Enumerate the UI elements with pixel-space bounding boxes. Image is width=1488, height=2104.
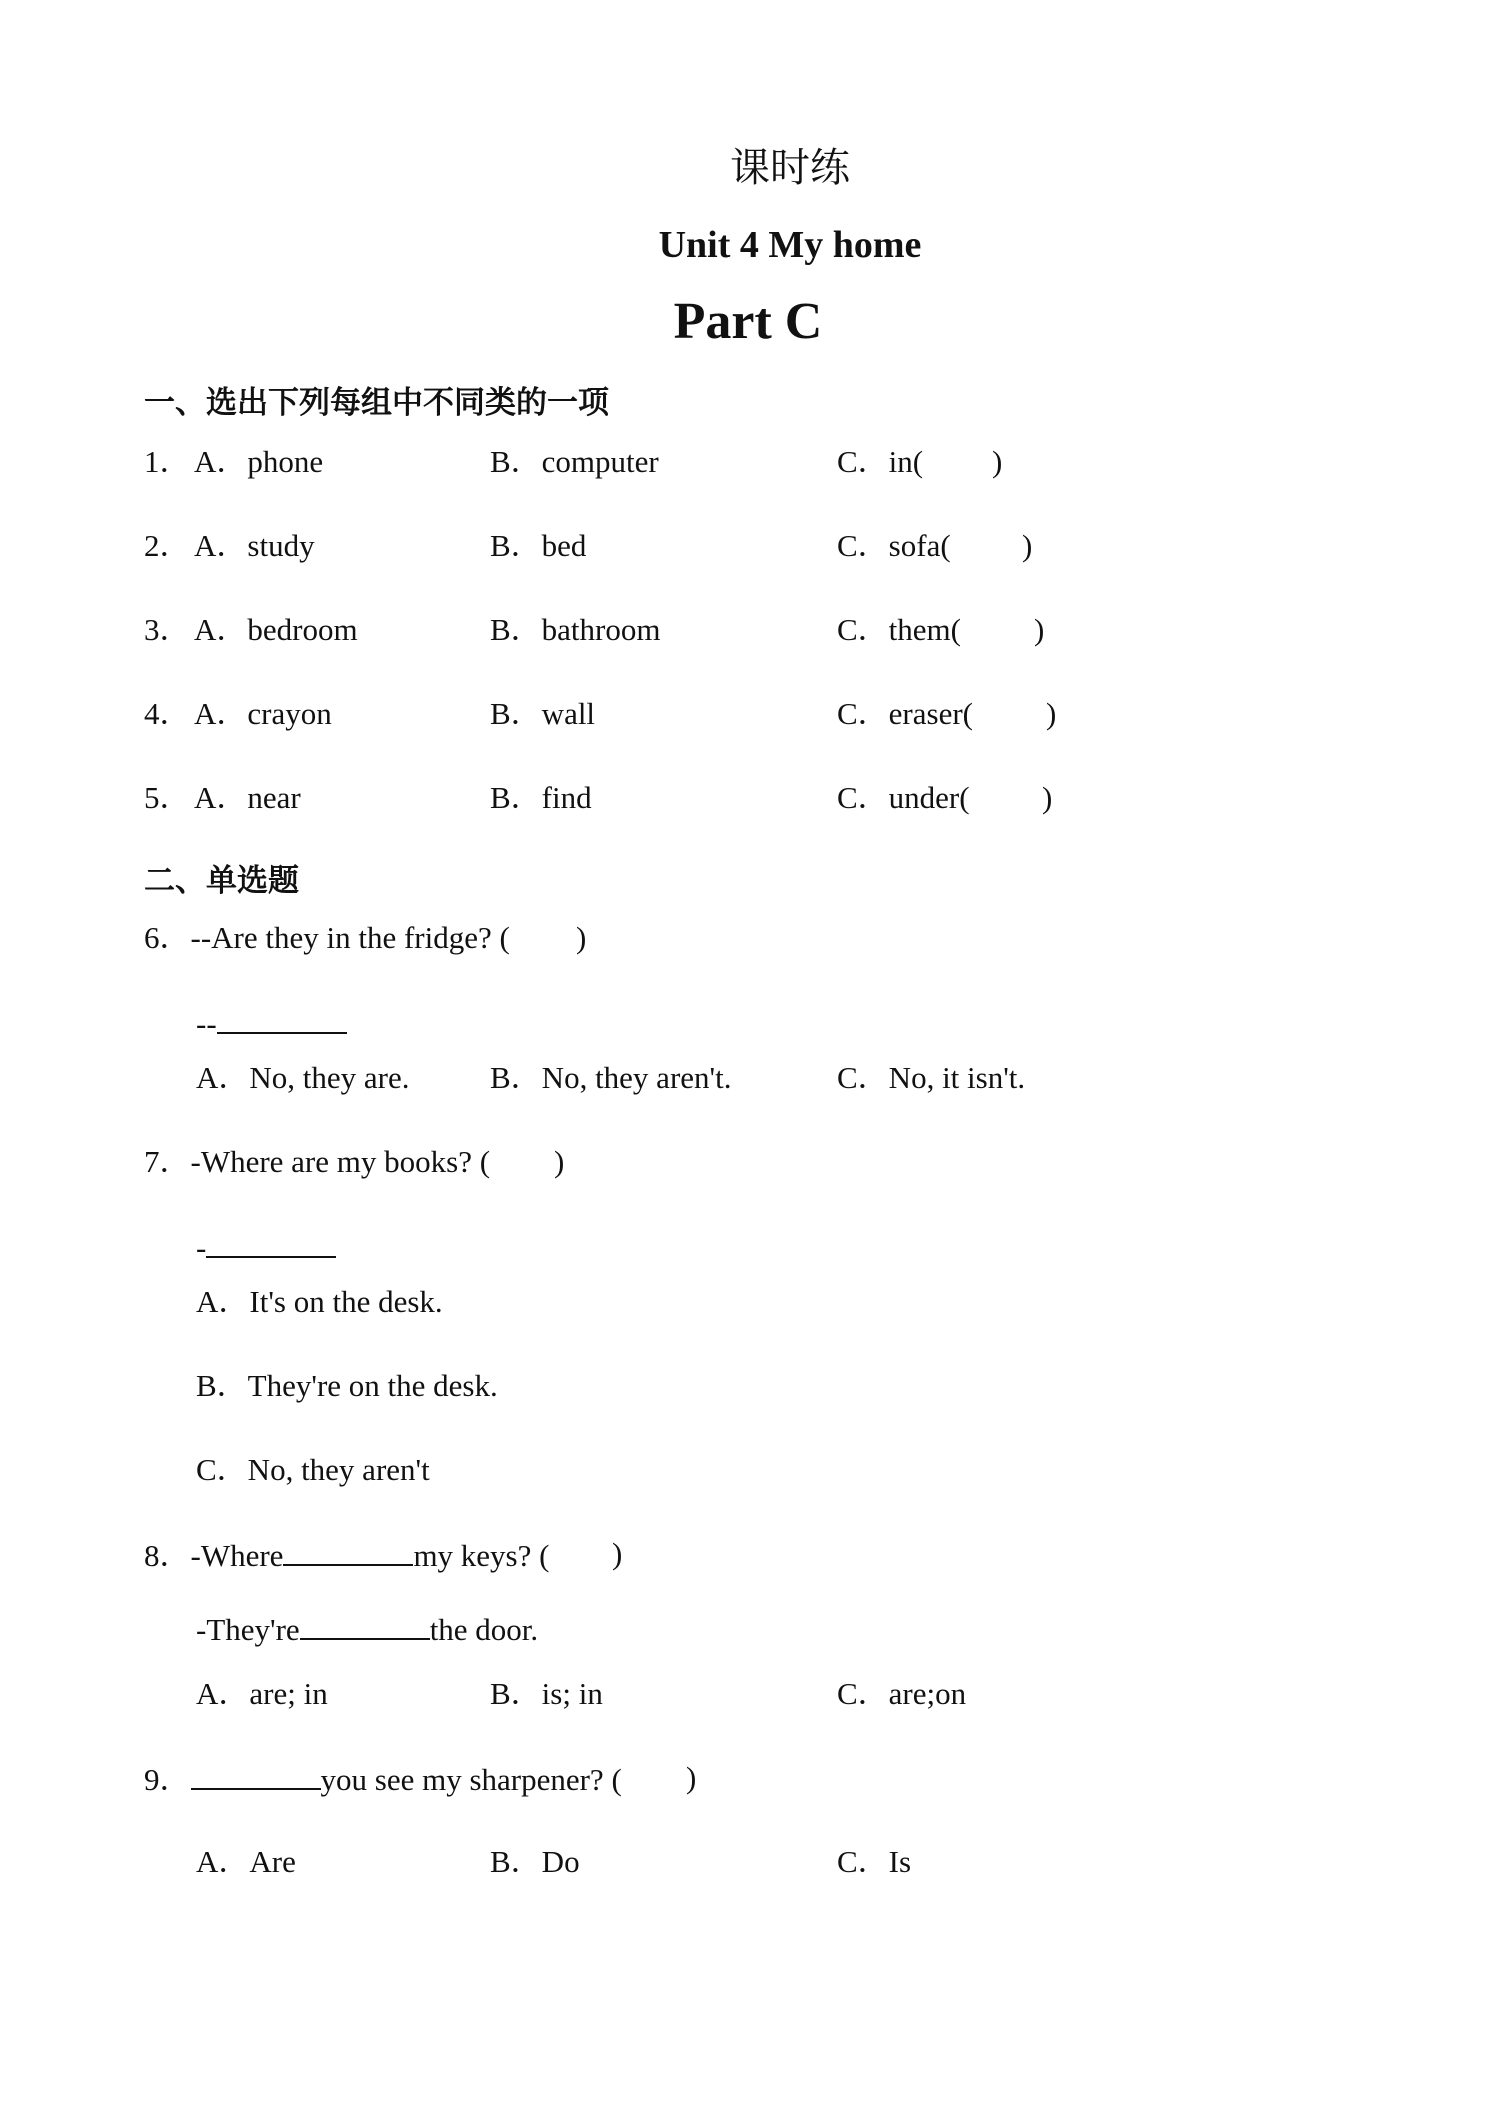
q5-option-b: B．find — [490, 780, 592, 815]
q4-option-b: B．wall — [490, 696, 596, 731]
q8-reply — [196, 1612, 538, 1645]
q9-stem-blank[interactable] — [191, 1762, 321, 1790]
q6-reply-blank[interactable] — [217, 1006, 347, 1034]
q4-option-c: C．eraser( — [837, 696, 973, 731]
q4-option-a: A．crayon — [194, 696, 332, 731]
q3-answer-paren[interactable]: ) — [1034, 612, 1045, 647]
q9-stem-post: you see my sharpener? ( — [320, 1762, 622, 1797]
q8-stem-pre: 8．-Where — [144, 1538, 284, 1573]
q4-answer-paren[interactable]: ) — [1046, 696, 1057, 731]
q8-option-a: A．are; in — [196, 1676, 328, 1711]
q5-number: 5． — [144, 780, 191, 815]
q8-stem — [144, 1538, 549, 1571]
q7-reply — [196, 1230, 336, 1263]
q2-number: 2． — [144, 528, 191, 563]
q7-stem: 7．-Where are my books? ( — [144, 1144, 491, 1179]
q9-answer-paren[interactable]: ) — [686, 1760, 697, 1795]
q5-option-c: C．under( — [837, 780, 970, 815]
q8-option-b: B．is; in — [490, 1676, 603, 1711]
q6-answer-paren[interactable]: ) — [576, 920, 587, 955]
q2-option-b: B．bed — [490, 528, 587, 563]
q7-reply-blank[interactable] — [206, 1230, 336, 1258]
q8-reply-blank[interactable] — [300, 1612, 430, 1640]
q1-answer-paren[interactable]: ) — [992, 444, 1003, 479]
q1-number: 1． — [144, 444, 191, 479]
q1-option-c: C．in( — [837, 444, 924, 479]
q3-option-c: C．them( — [837, 612, 961, 647]
q9-option-a: A．Are — [196, 1844, 296, 1879]
q7-option-b: B．They're on the desk. — [196, 1368, 498, 1403]
unit-title: Unit 4 My home — [658, 224, 922, 266]
q2-option-c: C．sofa( — [837, 528, 951, 563]
q7-reply-prefix: - — [196, 1230, 207, 1265]
q4-number: 4． — [144, 696, 191, 731]
q9-option-b: B．Do — [490, 1844, 580, 1879]
section-1-heading: 一、选出下列每组中不同类的一项 — [144, 385, 609, 421]
q8-stem-post: my keys? ( — [413, 1538, 550, 1573]
q6-reply — [196, 1006, 347, 1039]
q8-answer-paren[interactable]: ) — [612, 1536, 623, 1571]
q8-reply-pre: -They're — [196, 1612, 300, 1647]
q8-reply-post: the door. — [429, 1612, 539, 1647]
q7-answer-paren[interactable]: ) — [554, 1144, 565, 1179]
q9-option-c: C．Is — [837, 1844, 912, 1879]
q8-stem-blank[interactable] — [283, 1538, 413, 1566]
q6-option-b: B．No, they aren't. — [490, 1060, 732, 1095]
q9-number: 9． — [144, 1762, 191, 1797]
q6-reply-prefix: -- — [196, 1006, 217, 1041]
q5-option-a: A．near — [194, 780, 301, 815]
q2-answer-paren[interactable]: ) — [1022, 528, 1033, 563]
q2-option-a: A．study — [194, 528, 315, 563]
q7-option-a: A．It's on the desk. — [196, 1284, 443, 1319]
q6-option-a: A．No, they are. — [196, 1060, 410, 1095]
q3-number: 3． — [144, 612, 191, 647]
q1-option-b: B．computer — [490, 444, 659, 479]
q6-option-c: C．No, it isn't. — [837, 1060, 1026, 1095]
q9-stem — [144, 1762, 622, 1795]
q8-option-c: C．are;on — [837, 1676, 967, 1711]
part-title: Part C — [673, 293, 823, 350]
q6-stem: 6．--Are they in the fridge? ( — [144, 920, 510, 955]
q5-answer-paren[interactable]: ) — [1042, 780, 1053, 815]
q3-option-a: A．bedroom — [194, 612, 358, 647]
q3-option-b: B．bathroom — [490, 612, 661, 647]
q7-option-c: C．No, they aren't — [196, 1452, 430, 1487]
worksheet-title: 课时练 — [730, 145, 850, 191]
q1-option-a: A．phone — [194, 444, 324, 479]
section-2-heading: 二、单选题 — [144, 863, 299, 899]
